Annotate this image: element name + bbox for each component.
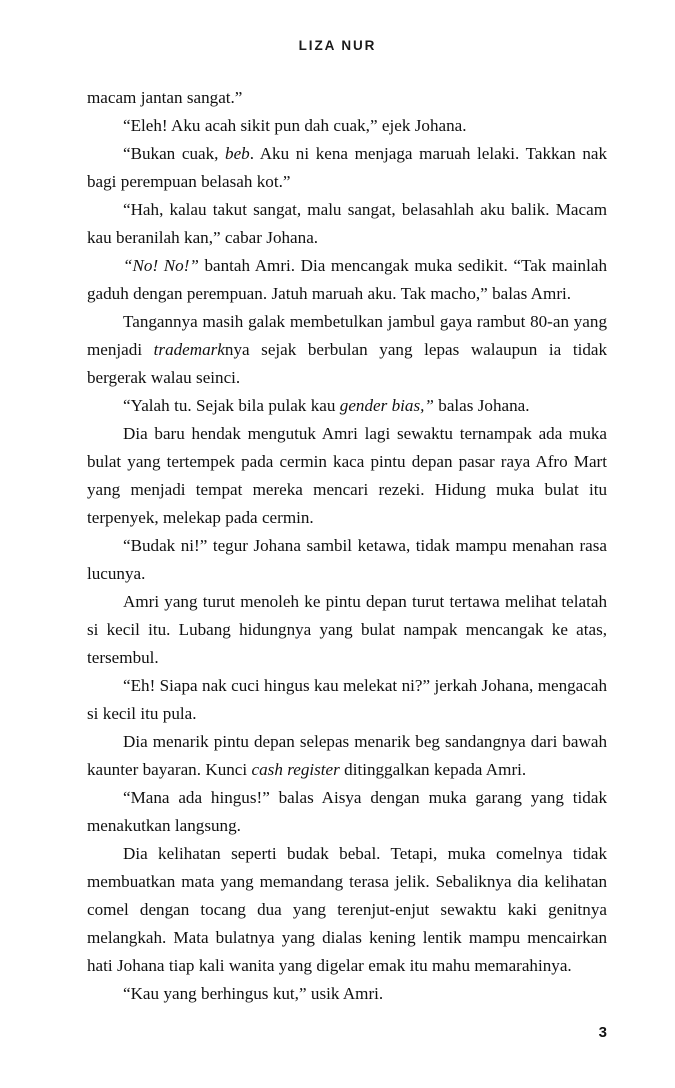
italic-text-run: “No! No!”: [123, 256, 199, 275]
text-run: . Aku ni kena menjaga maruah lelaki. Takkan nak bagi perempuan belasah kot.”: [87, 144, 607, 191]
text-run: “Bukan cuak,: [123, 144, 226, 163]
page-number: 3: [598, 1024, 607, 1041]
running-head-author: LIZA NUR: [298, 38, 377, 53]
text-run: Amri yang turut menoleh ke pintu depan turut tertawa melihat telatah si kecil itu. Lubang hidungnya yang bulat nampak mencangak ke atas, tersembul.: [87, 592, 607, 667]
text-run: “Yalah tu. Sejak bila pulak kau: [123, 396, 340, 415]
text-run: “Kau yang berhingus kut,” usik Amri.: [123, 984, 384, 1003]
body-paragraph: [87, 252, 607, 308]
body-paragraph: [87, 532, 607, 588]
text-run: bantah Amri. Dia mencangak muka sedikit. “Tak mainlah gaduh dengan perempuan. Jatuh maruah aku. Tak macho,” balas Amri.: [87, 256, 607, 303]
body-paragraph: [87, 112, 607, 140]
text-run: Dia baru hendak mengutuk Amri lagi sewaktu ternampak ada muka bulat yang tertempek pada cermin kaca pintu depan pasar raya Afro Mart yang menjadi tempat mereka mencari rezeki. Hidung muka bulat itu terpenyek, melekap pada cermin.: [87, 424, 607, 527]
text-run: Tangannya masih galak membetulkan jambul gaya rambut 80-an yang menjadi: [87, 312, 607, 359]
body-paragraph: [87, 420, 607, 532]
body-paragraph: [87, 84, 607, 112]
text-run: “Eleh! Aku acah sikit pun dah cuak,” ejek Johana.: [123, 116, 467, 135]
body-paragraph: [87, 980, 607, 1008]
text-run: Dia menarik pintu depan selepas menarik beg sandangnya dari bawah kaunter bayaran. Kunci: [87, 732, 607, 779]
italic-text-run: cash register: [251, 760, 340, 779]
text-run: macam jantan sangat.”: [87, 88, 243, 107]
text-run: “Eh! Siapa nak cuci hingus kau melekat ni?” jerkah Johana, mengacah si kecil itu pula.: [87, 676, 607, 723]
body-text-block: [87, 84, 607, 1008]
italic-text-run: trademark: [153, 340, 225, 359]
text-run: Dia kelihatan seperti budak bebal. Tetapi, muka comelnya tidak membuatkan mata yang memandang terasa jelik. Sebaliknya dia kelihatan comel dengan tocang dua yang terenjut-enjut sewaktu kaki genitnya melangkah. Mata bulatnya yang dialas kening lentik mampu mencairkan hati Johana tiap kali wanita yang digelar emak itu mahu memarahinya.: [87, 844, 607, 975]
italic-text-run: gender bias,”: [339, 396, 434, 415]
body-paragraph: [87, 672, 607, 728]
text-run: “Hah, kalau takut sangat, malu sangat, belasahlah aku balik. Macam kau beranilah kan,” cabar Johana.: [87, 200, 607, 247]
text-run: balas Johana.: [433, 396, 530, 415]
body-paragraph: [87, 392, 607, 420]
text-run: nya sejak berbulan yang lepas walaupun ia tidak bergerak walau seinci.: [87, 340, 608, 387]
body-paragraph: [87, 140, 607, 196]
text-run: “Mana ada hingus!” balas Aisya dengan muka garang yang tidak menakutkan langsung.: [87, 788, 607, 835]
body-paragraph: [87, 308, 607, 392]
body-paragraph: [87, 784, 607, 840]
body-paragraph: [87, 840, 607, 980]
body-paragraph: [87, 728, 607, 784]
text-run: “Budak ni!” tegur Johana sambil ketawa, tidak mampu menahan rasa lucunya.: [87, 536, 607, 583]
italic-text-run: beb: [225, 144, 250, 163]
text-run: ditinggalkan kepada Amri.: [339, 760, 527, 779]
body-paragraph: [87, 196, 607, 252]
body-paragraph: [87, 588, 607, 672]
